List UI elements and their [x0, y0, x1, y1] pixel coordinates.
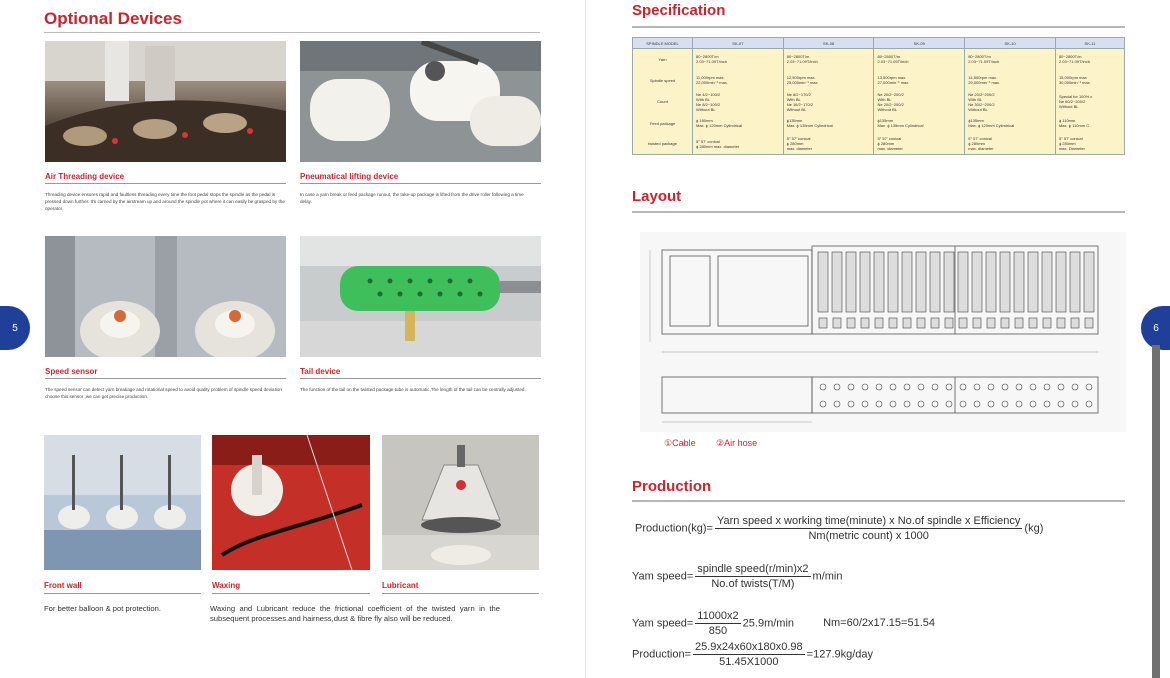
spindle-plan-bottom — [876, 401, 882, 407]
spindle-plan-bottom — [932, 401, 938, 407]
spindle-plan-bottom — [1058, 401, 1064, 407]
spec-cell: 5° 57' conical ϕ 280mm max. diameter — [783, 134, 874, 155]
page-title: Optional Devices — [44, 9, 182, 28]
production-title: Production — [632, 478, 712, 495]
spindle-plan-top — [848, 384, 854, 390]
spindle-unit — [860, 252, 870, 312]
spindle-unit — [972, 252, 982, 312]
spec-cell: 5° 57' conical ϕ 280mm max. Diameter — [1055, 134, 1124, 155]
formula-label: Production(kg)= — [635, 522, 713, 535]
spec-cell: ϕ 180mm Max. ϕ 120mm Cylindrical — [693, 113, 784, 134]
spindle-base — [931, 318, 939, 328]
spec-cell: Ne 4/2~100/2 With BL Ne 8/2~100/2 Without BL — [693, 91, 784, 113]
spindle-plan-top — [1030, 384, 1036, 390]
spindle-plan-bottom — [848, 401, 854, 407]
spec-row-label: Count — [633, 91, 693, 113]
spec-table — [632, 37, 1125, 155]
tail-device-photo — [300, 236, 541, 357]
formula-denominator: 850 — [708, 625, 728, 637]
spindle-unit — [1042, 252, 1052, 312]
formula-label: Production= — [632, 648, 692, 661]
spindle-base — [1015, 318, 1023, 328]
spec-cell: Ne 20/2~200/2 With BL Ne 20/2~200/2 Without BL — [874, 91, 965, 113]
spindle-base — [1029, 318, 1037, 328]
spindle-plan-top — [904, 384, 910, 390]
spindle-base — [1001, 318, 1009, 328]
desc-speed-sensor: The speed sensor can detect yarn breakage and rotational speed to avoid quality problem of spindle speed deviation choose this sensor ,we can get precise production. — [45, 387, 282, 399]
spindle-plan-bottom — [1002, 401, 1008, 407]
spindle-plan-top — [1072, 384, 1078, 390]
production-divider — [632, 500, 1125, 502]
front-wall-photo — [44, 435, 201, 570]
page-number-badge: 5 — [0, 306, 30, 350]
spindle-plan-bottom — [1016, 401, 1022, 407]
spec-cell: 14,500rpm max. 29,000min⁻¹ max. — [965, 70, 1056, 91]
caption-divider — [45, 183, 286, 184]
caption-lubricant: Lubricant — [382, 581, 419, 590]
spindle-base — [1071, 318, 1079, 328]
formula-label: Yam speed= — [632, 570, 694, 583]
desc-tail-device: The function of the tail on the twisted package tube is automatic,The length of the tail can be centrally adjusted. — [300, 387, 526, 392]
caption-divider — [212, 593, 370, 594]
formula-denominator: No.of twists(T/M) — [711, 578, 795, 590]
spindle-plan-top — [890, 384, 896, 390]
spindle-plan-top — [1086, 384, 1092, 390]
spindle-base — [903, 318, 911, 328]
spec-cell: 80~2800T/m 2.03~71.09T/inch — [1055, 49, 1124, 70]
air-threading-photo — [45, 41, 286, 162]
formula-yarn-speed-example — [632, 610, 935, 637]
spindle-plan-bottom — [1072, 401, 1078, 407]
spec-row-label: Feed package — [633, 113, 693, 134]
formula-unit: (kg) — [1024, 522, 1044, 535]
spindle-plan-top — [988, 384, 994, 390]
spindle-plan-top — [834, 384, 840, 390]
spec-cell: 15,000rpm max 30,000min⁻¹ max — [1055, 70, 1124, 91]
spec-cell: 5° 57' conical ϕ 280mm max. diameter — [874, 134, 965, 155]
spec-cell: 80~2800T/m 2.03~71.09T/inch — [965, 49, 1056, 70]
spindle-plan-top — [974, 384, 980, 390]
spindle-plan-top — [862, 384, 868, 390]
caption-divider — [300, 378, 541, 379]
spindle-unit — [1028, 252, 1038, 312]
spec-row — [633, 134, 1125, 155]
lubricant-photo — [382, 435, 539, 570]
formula-label: Yam speed= — [632, 617, 694, 630]
spindle-unit — [958, 252, 968, 312]
machine-layout-diagram — [640, 232, 1126, 432]
formula-production — [635, 515, 1043, 542]
spindle-base — [973, 318, 981, 328]
layout-drawing — [640, 232, 1126, 432]
spindle-plan-top — [1002, 384, 1008, 390]
spec-cell: ϕ135mm Max. ϕ 135mm Cylindrical — [874, 113, 965, 134]
page-edge — [1152, 345, 1160, 678]
spec-row-label: Yarn — [633, 49, 693, 70]
layout-divider — [632, 211, 1125, 213]
spindle-base — [1057, 318, 1065, 328]
spec-cell: 80~2800T/m 2.03~71.09T/inch — [874, 49, 965, 70]
spindle-plan-bottom — [1086, 401, 1092, 407]
spec-row — [633, 70, 1125, 91]
spec-row — [633, 113, 1125, 134]
spec-cell: 13,500rpm max. 27,000min⁻¹ max. — [874, 70, 965, 91]
spec-cell: ϕ135mm Max. ϕ 135mm Cylindrical — [783, 113, 874, 134]
formula-numerator: Yarn speed x working time(minute) x No.of spindle x Efficiency — [716, 515, 1021, 527]
spindle-plan-bottom — [862, 401, 868, 407]
spindle-plan-top — [918, 384, 924, 390]
spindle-unit — [1014, 252, 1024, 312]
spindle-plan-top — [960, 384, 966, 390]
spindle-unit — [930, 252, 940, 312]
spindle-plan-bottom — [918, 401, 924, 407]
spec-cell: 5° 57' conical ϕ 280mm max. diameter — [693, 134, 784, 155]
caption-pneumatic-lifting: Pneumatical lifting device — [300, 172, 399, 181]
spindle-base — [819, 318, 827, 328]
caption-divider — [44, 593, 201, 594]
caption-tail-device: Tail device — [300, 367, 341, 376]
spindle-base — [1043, 318, 1051, 328]
spec-row — [633, 49, 1125, 70]
spindle-plan-bottom — [974, 401, 980, 407]
caption-divider — [45, 378, 286, 379]
spindle-plan-top — [876, 384, 882, 390]
spec-title: Specification — [632, 2, 726, 19]
spindle-plan-top — [1058, 384, 1064, 390]
caption-speed-sensor: Speed sensor — [45, 367, 98, 376]
desc-pneumatic-lifting: In case a yarn break or feed package runout, the take-up package is lifted from the drive roller following a time delay. — [300, 192, 524, 204]
spec-cell: Ne 20/2~200/2 With BL Ne 30/2~200/2 Without BL — [965, 91, 1056, 113]
spindle-plan-bottom — [960, 401, 966, 407]
spindle-base — [847, 318, 855, 328]
spindle-unit — [874, 252, 884, 312]
spec-cell: 11,000rpm max. 22,000min⁻¹ max. — [693, 70, 784, 91]
spec-cell: 12,500rpm max. 25,000min⁻¹ max. — [783, 70, 874, 91]
formula-yarn-speed — [632, 563, 843, 590]
spec-row-label: twisted package — [633, 134, 693, 155]
formula-denominator: Nm(metric count) x 1000 — [808, 530, 929, 542]
spindle-plan-bottom — [1030, 401, 1036, 407]
spindle-plan-bottom — [890, 401, 896, 407]
spindle-plan-top — [820, 384, 826, 390]
formula-result: =127.9kg/day — [806, 648, 874, 661]
caption-air-threading: Air Threading device — [45, 172, 125, 181]
spindle-plan-bottom — [834, 401, 840, 407]
spec-header-cell: SK-08 — [783, 38, 874, 49]
spindle-plan-bottom — [988, 401, 994, 407]
spec-header-cell: SK-10 — [965, 38, 1056, 49]
spec-header-cell: SPINDLE MODEL — [633, 38, 693, 49]
caption-divider — [300, 183, 541, 184]
spec-header-row — [633, 38, 1125, 49]
spindle-base — [959, 318, 967, 328]
spindle-plan-bottom — [946, 401, 952, 407]
formula-numerator: spindle speed(r/min)x2 — [697, 563, 809, 575]
spec-header-cell: SK-09 — [874, 38, 965, 49]
spindle-plan-top — [932, 384, 938, 390]
desc-air-threading: Threading device ensures rapid and faultless threading every time the foot pedal stops the spindle as the pedal is pressed down further. It's carried by the airstream up and around the spindle pot where it can easily be grasped by the operator. — [45, 192, 285, 211]
spindle-unit — [986, 252, 996, 312]
spec-header-cell: SK-07 — [693, 38, 784, 49]
spec-cell: Ne 8/2~170/2 With BL Ne 16/2~170/2 Without BL — [783, 91, 874, 113]
spindle-base — [861, 318, 869, 328]
spindle-unit — [846, 252, 856, 312]
legend-cable: ①Cable — [664, 438, 696, 448]
speed-sensor-photo — [45, 236, 286, 357]
desc-front-wall: For better balloon & pot protection. — [44, 604, 161, 613]
spec-cell: 80~2800T/m 2.03~71.09T/inch — [693, 49, 784, 70]
spec-divider — [632, 26, 1125, 28]
title-divider — [44, 32, 540, 33]
spec-cell: Special for 100% c Ne 60/2~200/2 Without BL — [1055, 91, 1124, 113]
spindle-plan-top — [946, 384, 952, 390]
spindle-plan-bottom — [1044, 401, 1050, 407]
spec-cell: ϕ135mm Max. ϕ 120mm Cylindrical — [965, 113, 1056, 134]
formula-unit: m/min — [812, 570, 843, 583]
spec-header-cell: SK-11 — [1055, 38, 1124, 49]
spindle-unit — [832, 252, 842, 312]
spec-row-label: Spindle speed — [633, 70, 693, 91]
spindle-plan-top — [1044, 384, 1050, 390]
formula-result: 25.9m/min — [742, 617, 795, 630]
spec-cell: ϕ 110mm Max. ϕ 110mm C — [1055, 113, 1124, 134]
spindle-unit — [1084, 252, 1094, 312]
formula-numerator: 11000x2 — [697, 610, 739, 622]
spindle-unit — [1000, 252, 1010, 312]
spindle-base — [889, 318, 897, 328]
desc-waxing-lubricant: Waxing and Lubricant reduce the frictional coefficient of the twisted yarn in the subsequent processes.and hairness,dust & fibre fly also will be reduced. — [210, 604, 500, 623]
page-number-badge: 6 — [1141, 306, 1170, 350]
formula-nm: Nm=60/2x17.15=51.54 — [823, 617, 935, 630]
formula-denominator: 51.45X1000 — [719, 656, 779, 668]
waxing-photo — [212, 435, 370, 570]
spindle-base — [833, 318, 841, 328]
spindle-plan-top — [1016, 384, 1022, 390]
caption-divider — [382, 593, 539, 594]
caption-waxing: Waxing — [212, 581, 241, 590]
caption-front-wall: Front wall — [44, 581, 82, 590]
spindle-base — [875, 318, 883, 328]
spindle-unit — [888, 252, 898, 312]
right-page — [585, 0, 1170, 678]
spindle-plan-bottom — [820, 401, 826, 407]
spec-cell: 5° 57' conical ϕ 280mm max. diameter — [965, 134, 1056, 155]
spindle-unit — [916, 252, 926, 312]
spindle-unit — [944, 252, 954, 312]
spindle-unit — [818, 252, 828, 312]
spindle-unit — [1056, 252, 1066, 312]
spec-row — [633, 91, 1125, 113]
spindle-base — [987, 318, 995, 328]
spindle-base — [1085, 318, 1093, 328]
pneumatic-lifting-photo — [300, 41, 541, 162]
legend-air-hose: ②Air hose — [716, 438, 758, 448]
formula-production-example — [632, 641, 873, 668]
spindle-base — [917, 318, 925, 328]
spindle-plan-bottom — [904, 401, 910, 407]
spindle-unit — [902, 252, 912, 312]
spindle-unit — [1070, 252, 1080, 312]
layout-title: Layout — [632, 188, 682, 205]
spec-cell: 80~2800T/m 2.03~71.09T/inch — [783, 49, 874, 70]
formula-numerator: 25.9x24x60x180x0.98 — [695, 641, 803, 653]
spindle-base — [945, 318, 953, 328]
